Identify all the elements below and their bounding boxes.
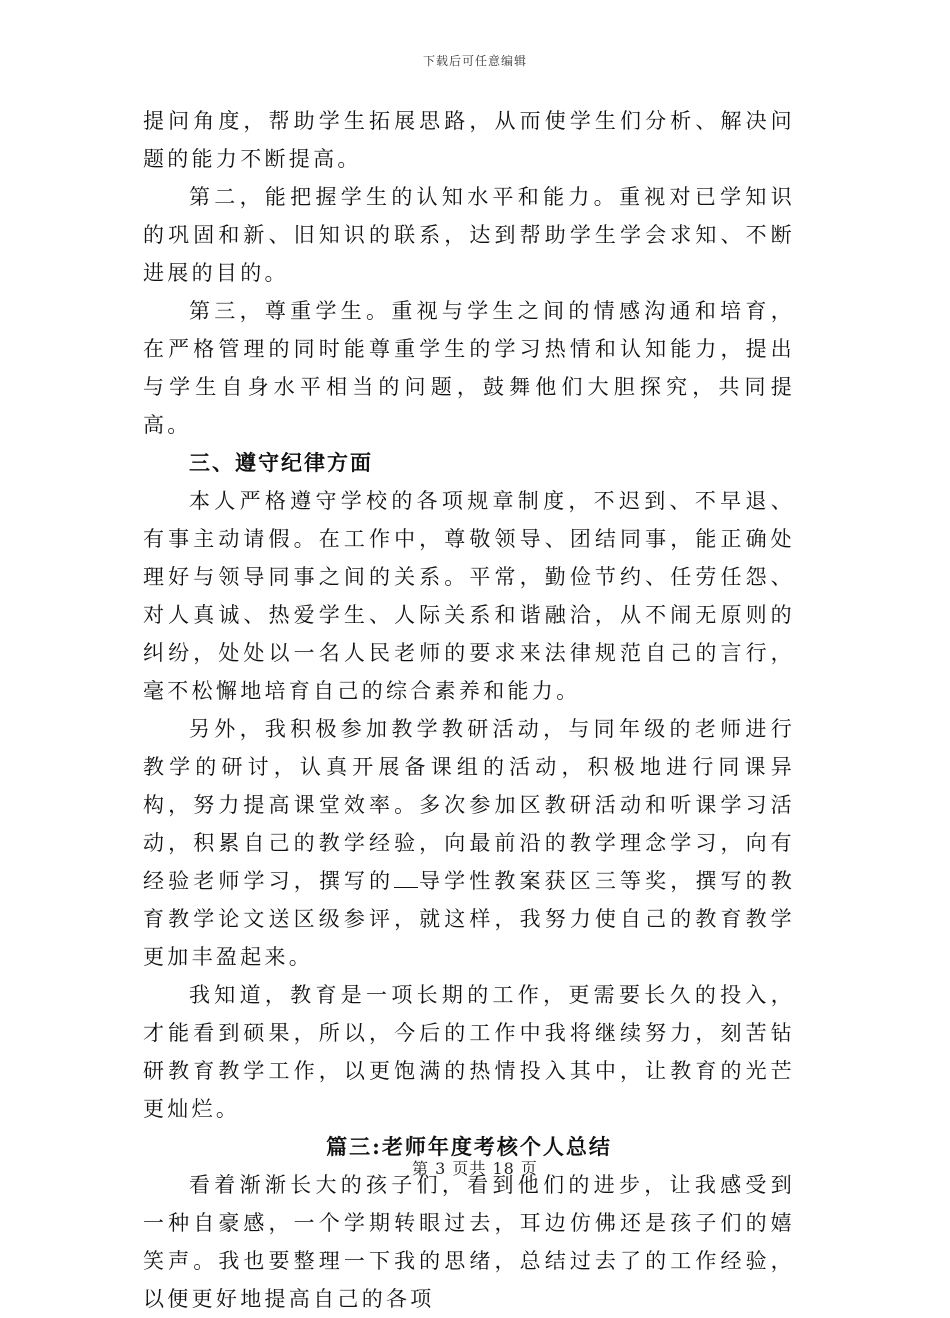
paragraph-teaching-research-part-a: 另外，我积极参加教学教研活动，与同年级的老师进行教学的研讨，认真开展备课组的活动，积极地进行同课异构，努力提高课堂效率。多次参加区教研活动和听课学习活动，积累自己的教学经验，向最前沿的教学理念学习，向有经验老师学习，撰写的 [143,717,795,893]
blank-underline [394,867,418,888]
paragraph-part-three-intro: 看着渐渐长大的孩子们，看到他们的进步，让我感受到一种自豪感，一个学期转眼过去，耳边仿佛还是孩子们的嬉笑声。我也要整理一下我的思绪，总结过去了的工作经验，以便更好地提高自己的各项 [143,1173,795,1311]
paragraph-third-point: 第三，尊重学生。重视与学生之间的情感沟通和培育，在严格管理的同时能尊重学生的学习热情和认知能力，提出与学生自身水平相当的问题，鼓舞他们大胆探究，共同提高。 [143,299,795,437]
section-heading-discipline: 三、遵守纪律方面 [189,450,373,475]
paragraph-teaching-research-part-b: 导学性教案获区三等奖，撰写的教育教学论文送区级参评，就这样，我努力使自己的教育教学更加丰盈起来。 [143,869,796,969]
page-footer: 第 3 页共 18 页 [412,1159,538,1178]
paragraph-continuation: 提问角度，帮助学生拓展思路，从而使学生们分析、解决问题的能力不断提高。 [143,109,795,171]
article-title-part-three: 篇三:老师年度考核个人总结 [326,1134,612,1159]
paragraph-discipline: 本人严格遵守学校的各项规章制度，不迟到、不早退、有事主动请假。在工作中，尊敬领导、团结同事，能正确处理好与领导同事之间的关系。平常，勤俭节约、任劳任怨、对人真诚、热爱学生、人际关系和谐融洽，从不闹无原则的纠纷，处处以一名人民老师的要求来法律规范自己的言行，毫不松懈地培育自己的综合素养和能力。 [143,489,795,703]
paragraph-teaching-research [143,710,795,976]
page-header: 下载后可任意编辑 [422,54,527,68]
paragraph-conclusion: 我知道，教育是一项长期的工作，更需要长久的投入，才能看到硕果，所以，今后的工作中我将继续努力，刻苦钻研教育教学工作，以更饱满的热情投入其中，让教育的光芒更灿烂。 [143,983,795,1121]
document-body [143,102,795,1318]
paragraph-second-point: 第二，能把握学生的认知水平和能力。重视对已学知识的巩固和新、旧知识的联系，达到帮助学生学会求知、不断进展的目的。 [143,185,795,285]
